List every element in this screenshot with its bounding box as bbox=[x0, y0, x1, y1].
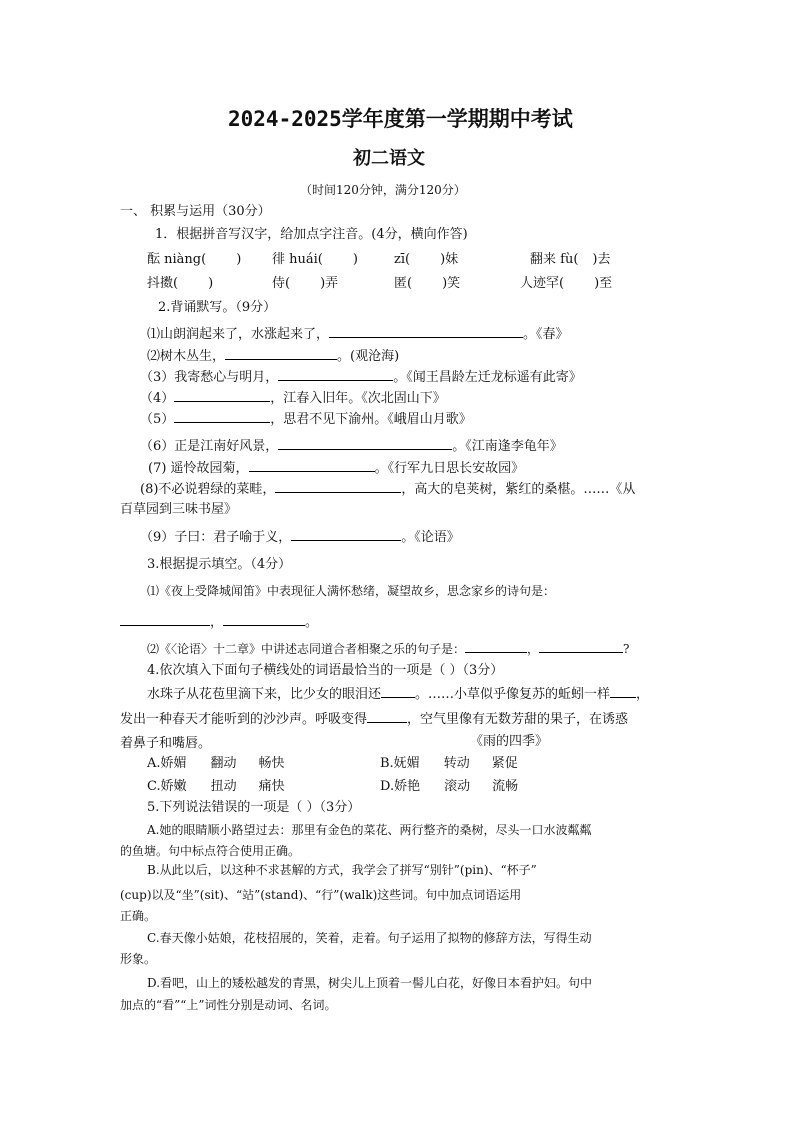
q4-stem: 4.依次填入下面句子横线处的词语最恰当的一项是（ ）（3分） bbox=[147, 663, 504, 678]
answer-blank[interactable] bbox=[174, 389, 270, 402]
exam-info: （时间120分钟，满分120分） bbox=[300, 183, 466, 197]
q1-row1-item3: zī( )妹 bbox=[394, 252, 459, 267]
q1-row2-item3: 匿( )笑 bbox=[394, 276, 461, 291]
q2-item-9: （9）子曰：君子喻于义， 。《论语》 bbox=[140, 530, 460, 545]
q2-item-4: （4） ，江春入旧年。《次北固山下》 bbox=[140, 391, 446, 406]
q5-option-d-line1: D.看吧，山上的矮松越发的青黑，树尖儿上顶着一髻儿白花，好像日本看护妇。句中 bbox=[147, 976, 593, 990]
q1-row1-item1: 酝 niàng( ) bbox=[147, 252, 242, 267]
q2-item-6: （6）正是江南好风景， 。《江南逢李龟年》 bbox=[140, 439, 563, 454]
q3-part1-answer: ， 。 bbox=[120, 613, 318, 632]
exam-subject: 初二语文 bbox=[353, 148, 425, 169]
q3-part1: ⑴《夜上受降城闻笛》中表现征人满怀愁绪，凝望故乡，思念家乡的诗句是： bbox=[147, 584, 556, 598]
q4-text-line2: 发出一种春天才能听到的沙沙声。呼吸变得 ，空气里像有无数芳甜的果子，在诱惑 bbox=[120, 712, 629, 727]
q5-option-a-line1: A.她的眼睛顺小路望过去：那里有金色的菜花、两行整齐的桑树，尽头一口水波粼粼 bbox=[147, 823, 592, 837]
q1-row1-item2: 徘 huái( ) bbox=[272, 252, 358, 267]
q1-row2-item4: 人迹罕( )至 bbox=[520, 276, 613, 291]
answer-blank[interactable] bbox=[174, 410, 270, 423]
q5-option-b-line1: B.从此以后，以这种不求甚解的方式，我学会了拼写“别针”(pin)、“杯子” bbox=[147, 863, 537, 877]
answer-blank[interactable] bbox=[465, 640, 527, 653]
q3-part2: ⑵《〈论语〉十二章》中讲述志同道合者相聚之乐的句子是： ， ? bbox=[147, 642, 630, 656]
q2-item-8-cont: 百草园到三味书屋》 bbox=[120, 502, 238, 517]
q3-stem: 3.根据提示填空。（4分） bbox=[147, 557, 292, 572]
q5-option-d-line2: 加点的“看”“上”词性分别是动词、名词。 bbox=[120, 998, 337, 1012]
q5-stem: 5.下列说法错误的一项是（ ）（3分） bbox=[147, 800, 361, 815]
answer-blank[interactable] bbox=[223, 613, 305, 626]
q2-stem: 2.背诵默写。（9分） bbox=[158, 300, 277, 315]
answer-blank[interactable] bbox=[278, 368, 393, 381]
q4-option-a[interactable]: A.娇媚 翻动 畅快 bbox=[147, 756, 285, 771]
answer-blank[interactable] bbox=[329, 325, 523, 338]
q1-stem: 1．根据拼音写汉字，给加点字注音。(4分，横向作答) bbox=[155, 227, 468, 242]
q2-item-2: ⑵树木丛生， 。(观沧海) bbox=[147, 349, 400, 364]
q4-option-b[interactable]: B.妩媚 转动 紧促 bbox=[380, 756, 518, 771]
q5-option-b-line3: 正确。 bbox=[120, 909, 157, 923]
q5-option-c-line2: 形象。 bbox=[120, 952, 157, 966]
answer-blank[interactable] bbox=[610, 685, 636, 698]
q2-item-1: ⑴山朗润起来了，水涨起来了， 。《春》 bbox=[147, 327, 569, 342]
q2-item-5: （5） ，思君不见下渝州。《峨眉山月歌》 bbox=[140, 412, 472, 427]
q2-item-7: (7) 遥怜故园菊， 。《行军九日思长安故园》 bbox=[148, 461, 525, 476]
answer-blank[interactable] bbox=[367, 710, 407, 723]
q4-text-line3: 着鼻子和嘴唇。 bbox=[120, 736, 212, 751]
q4-text-line1: 水珠子从花苞里滴下来，比少女的眼泪还 。……小草似乎像复苏的蚯蚓一样 ， bbox=[147, 687, 650, 702]
answer-blank[interactable] bbox=[278, 437, 452, 450]
q4-option-c[interactable]: C.娇嫩 扭动 痛快 bbox=[147, 779, 285, 794]
answer-blank[interactable] bbox=[539, 640, 623, 653]
answer-blank[interactable] bbox=[275, 480, 401, 493]
q1-row2-item1: 抖擞( ) bbox=[147, 276, 214, 291]
answer-blank[interactable] bbox=[225, 347, 337, 360]
q5-option-c-line1: C.春天像小姑娘，花枝招展的，笑着，走着。句子运用了拟物的修辞方法，写得生动 bbox=[147, 931, 592, 945]
answer-blank[interactable] bbox=[249, 459, 375, 472]
q5-option-a-line2: 的鱼塘。句中标点符合使用正确。 bbox=[120, 844, 301, 858]
q4-option-d[interactable]: D.娇艳 滚动 流畅 bbox=[380, 779, 519, 794]
exam-title: 2024-2025学年度第一学期期中考试 bbox=[228, 107, 573, 131]
answer-blank[interactable] bbox=[120, 613, 210, 626]
q2-item-8: (8)不必说碧绿的菜畦， ，高大的皂荚树，紫红的桑椹。……《从 bbox=[140, 482, 636, 497]
q1-row1-item4: 翻来 fù( )去 bbox=[530, 252, 611, 267]
answer-blank[interactable] bbox=[291, 528, 401, 541]
q5-option-b-line2: (cup)以及“坐”(sit)、“站”(stand)、“行”(walk)这些词。句中加点词语运用 bbox=[120, 888, 522, 902]
q1-row2-item2: 侍( )弄 bbox=[272, 276, 339, 291]
q2-item-3: （3）我寄愁心与明月， 。《闻王昌龄左迁龙标遥有此寄》 bbox=[140, 370, 582, 385]
section-heading: 一、 积累与运用（30分） bbox=[120, 204, 271, 219]
answer-blank[interactable] bbox=[381, 685, 415, 698]
q4-source: 《雨的四季》 bbox=[470, 734, 549, 749]
